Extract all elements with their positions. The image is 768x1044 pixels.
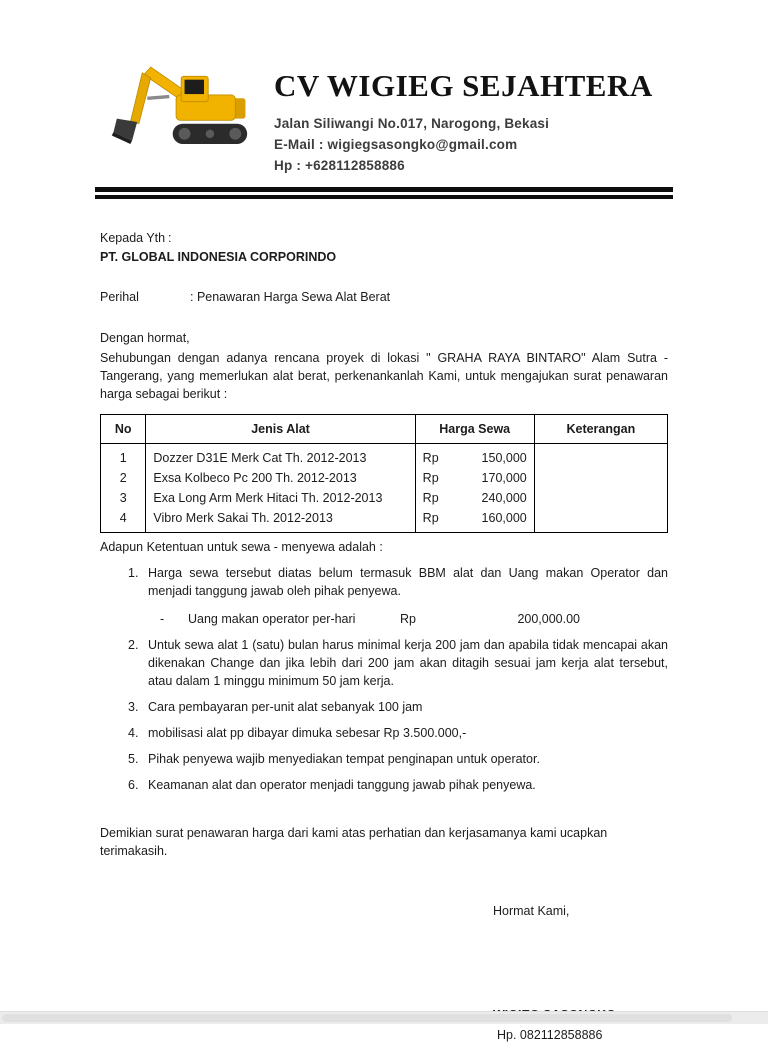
- scrollbar-thumb[interactable]: [2, 1014, 732, 1022]
- term-item: [100, 564, 668, 600]
- cell-no: 2: [101, 468, 146, 488]
- currency-label: Rp: [422, 470, 439, 485]
- harga-amount: 170,000: [481, 470, 527, 485]
- perihal-value: : Penawaran Harga Sewa Alat Berat: [190, 289, 391, 304]
- term-item: [100, 750, 668, 768]
- col-header-keterangan: Keterangan: [534, 414, 667, 443]
- table-header-row: [101, 414, 668, 443]
- cell-keterangan: [534, 443, 667, 468]
- term-item: [100, 698, 668, 716]
- cell-no: 1: [101, 443, 146, 468]
- subject-line: [100, 288, 668, 306]
- currency-label: Rp: [422, 511, 439, 526]
- cell-keterangan: [534, 468, 667, 488]
- company-phone: Hp : +628112858886: [274, 157, 405, 173]
- cell-harga: [415, 443, 534, 468]
- col-header-jenis-alat: Jenis Alat: [146, 414, 415, 443]
- intro-paragraph: Sehubungan dengan adanya rencana proyek di lokasi " GRAHA RAYA BINTARO" Alam Sutra - Tangerang, yang memerlukan alat berat, perkenankanlah Kami, untuk mengajukan surat penawaran harga sebagai berikut :: [100, 351, 668, 402]
- cell-no: 4: [101, 508, 146, 533]
- term-text: Untuk sewa alat 1 (satu) bulan harus minimal kerja 200 jam dan apabila tidak mencapai akan dikenakan Change dan jika lebih dari 200 jam akan ditagih sesuai jam kerja alat tersebut, atau dalam 1 minggu minimum 50 jam kerja.: [148, 637, 668, 688]
- harga-amount: 150,000: [481, 450, 527, 465]
- terms-title: Adapun Ketentuan untuk sewa - menyewa adalah :: [100, 540, 383, 555]
- salutation: Dengan hormat,: [100, 331, 190, 346]
- company-email: E-Mail : wigiegsasongko@gmail.com: [274, 136, 518, 152]
- table-row: [101, 488, 668, 508]
- table-row: [101, 508, 668, 533]
- term-item: [100, 724, 668, 742]
- closing-salutation: Hormat Kami,: [493, 903, 570, 918]
- term-text: Keamanan alat dan operator menjadi tanggung jawab pihak penyewa.: [148, 778, 536, 793]
- cell-harga: [415, 488, 534, 508]
- signer-phone: Hp. 082112858886: [497, 1028, 603, 1043]
- recipient-name: PT. GLOBAL INDONESIA CORPORINDO: [100, 249, 337, 264]
- company-name: CV WIGIEG SEJAHTERA: [274, 68, 653, 103]
- cell-jenis: Vibro Merk Sakai Th. 2012-2013: [146, 508, 415, 533]
- letterhead-text: [258, 56, 653, 177]
- cell-keterangan: [534, 508, 667, 533]
- currency-label: Rp: [422, 490, 439, 505]
- cell-no: 3: [101, 488, 146, 508]
- sub-item-label: Uang makan operator per-hari: [188, 611, 356, 626]
- sub-item-amount: 200,000.00: [517, 611, 580, 626]
- cell-jenis: Dozzer D31E Merk Cat Th. 2012-2013: [146, 443, 415, 468]
- term-number: 3.: [128, 700, 139, 715]
- table-row: [101, 468, 668, 488]
- term-text: mobilisasi alat pp dibayar dimuka sebesar Rp 3.500.000,-: [148, 726, 467, 741]
- term-text: Cara pembayaran per-unit alat sebanyak 100 jam: [148, 700, 423, 715]
- kepada-label: Kepada Yth: [100, 230, 166, 245]
- kepada-colon: :: [168, 230, 172, 245]
- term-item: [100, 776, 668, 794]
- term-number: 1.: [128, 566, 139, 581]
- cell-jenis: Exa Long Arm Merk Hitaci Th. 2012-2013: [146, 488, 415, 508]
- term-number: 6.: [128, 778, 139, 793]
- letterhead-divider: [95, 187, 673, 199]
- cell-harga: [415, 468, 534, 488]
- price-table: [100, 414, 668, 534]
- horizontal-scrollbar[interactable]: [0, 1011, 768, 1024]
- col-header-harga-sewa: Harga Sewa: [415, 414, 534, 443]
- term-item: [100, 636, 668, 690]
- harga-amount: 160,000: [481, 511, 527, 526]
- terms-list: [100, 564, 668, 794]
- sub-item-currency: Rp: [400, 611, 416, 626]
- currency-label: Rp: [422, 450, 439, 465]
- term-number: 5.: [128, 752, 139, 767]
- col-header-no: No: [101, 414, 146, 443]
- term-number: 4.: [128, 726, 139, 741]
- term-number: 2.: [128, 637, 139, 652]
- company-address: Jalan Siliwangi No.017, Narogong, Bekasi: [274, 115, 550, 131]
- perihal-label: Perihal: [100, 289, 139, 304]
- term-text: Harga sewa tersebut diatas belum termasuk BBM alat dan Uang makan Operator dan menjadi tanggung jawab oleh pihak penyewa.: [148, 566, 668, 599]
- term-text: Pihak penyewa wajib menyediakan tempat penginapan untuk operator.: [148, 752, 540, 767]
- cell-jenis: Exsa Kolbeco Pc 200 Th. 2012-2013: [146, 468, 415, 488]
- cell-harga: [415, 508, 534, 533]
- excavator-logo-icon: [106, 56, 258, 166]
- cell-keterangan: [534, 488, 667, 508]
- addressee-line: [100, 229, 668, 247]
- sub-item-dash: -: [160, 611, 165, 626]
- harga-amount: 240,000: [481, 490, 527, 505]
- letter-body: [100, 229, 668, 1044]
- closing-paragraph: Demikian surat penawaran harga dari kami atas perhatian dan kerjasamanya kami ucapkan terimakasih.: [100, 825, 608, 858]
- table-row: [101, 443, 668, 468]
- term-sub-item: [100, 610, 668, 628]
- letterhead: [100, 56, 668, 177]
